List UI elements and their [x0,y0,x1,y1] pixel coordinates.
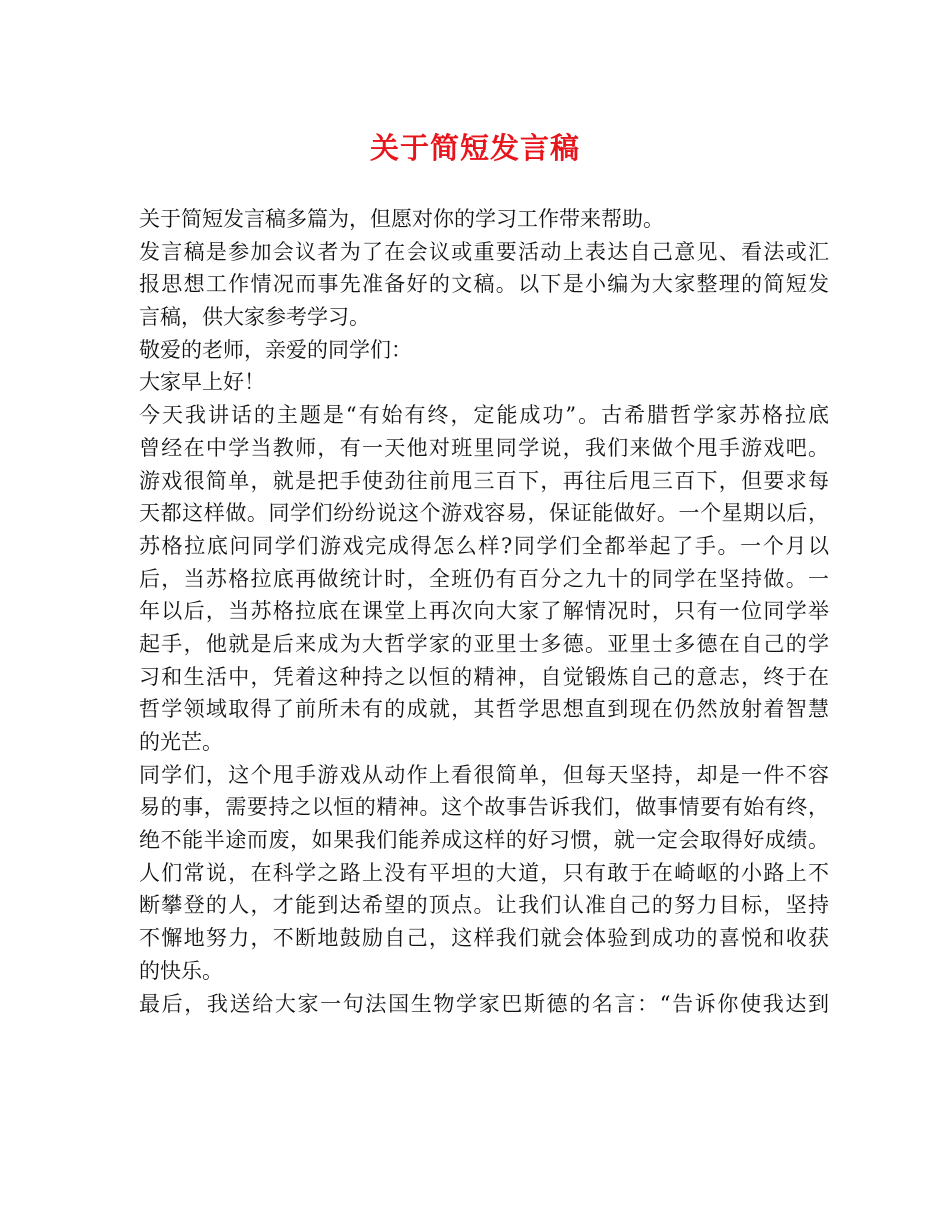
text-line: 发言稿是参加会议者为了在会议或重要活动上表达自己意见、看法或汇 [139,239,829,264]
text-line: 大家早上好！ [139,370,265,395]
text-line: 的快乐。 [139,958,223,983]
text-line: 不懈地努力，不断地鼓励自己，这样我们就会体验到成功的喜悦和收获 [139,926,829,951]
text-line: 最后，我送给大家一句法国生物学家巴斯德的名言：“告诉你使我达到 [139,991,829,1016]
text-line: 曾经在中学当教师，有一天他对班里同学说，我们来做个甩手游戏吧。 [139,435,829,460]
text-line: 同学们，这个甩手游戏从动作上看很简单，但每天坚持，却是一件不容 [139,762,829,787]
text-line: 今天我讲话的主题是“有始有终，定能成功”。古希腊哲学家苏格拉底 [139,403,829,428]
text-line: 起手，他就是后来成为大哲学家的亚里士多德。亚里士多德在自己的学 [139,631,829,656]
text-line: 哲学领域取得了前所未有的成就，其哲学思想直到现在仍然放射着智慧 [139,697,829,722]
text-line: 言稿，供大家参考学习。 [139,305,370,330]
text-line: 绝不能半途而废，如果我们能养成这样的好习惯，就一定会取得好成绩。 [139,828,829,853]
text-line: 人们常说，在科学之路上没有平坦的大道，只有敢于在崎岖的小路上不 [139,860,829,885]
text-line: 敬爱的老师，亲爱的同学们： [139,337,412,362]
document-title: 关于简短发言稿 [369,131,580,165]
text-line: 苏格拉底问同学们游戏完成得怎么样?同学们全都举起了手。一个月以 [139,533,829,558]
document-body [139,203,829,1020]
text-line: 年以后，当苏格拉底在课堂上再次向大家了解情况时，只有一位同学举 [139,599,829,624]
text-line: 的光芒。 [139,730,223,754]
text-line: 报思想工作情况而事先准备好的文稿。以下是小编为大家整理的简短发 [139,272,829,297]
text-line: 天都这样做。同学们纷纷说这个游戏容易，保证能做好。一个星期以后， [139,501,829,526]
text-line: 易的事，需要持之以恒的精神。这个故事告诉我们，做事情要有始有终， [139,795,829,820]
text-line: 关于简短发言稿多篇为，但愿对你的学习工作带来帮助。 [139,207,664,231]
text-line: 后，当苏格拉底再做统计时，全班仍有百分之九十的同学在坚持做。一 [139,566,829,591]
text-line: 游戏很简单，就是把手使劲往前甩三百下，再往后甩三百下，但要求每 [139,468,829,493]
text-line: 断攀登的人，才能到达希望的顶点。让我们认准自己的努力目标，坚持 [139,893,829,918]
text-line: 习和生活中，凭着这种持之以恒的精神，自觉锻炼自己的意志，终于在 [139,664,829,689]
